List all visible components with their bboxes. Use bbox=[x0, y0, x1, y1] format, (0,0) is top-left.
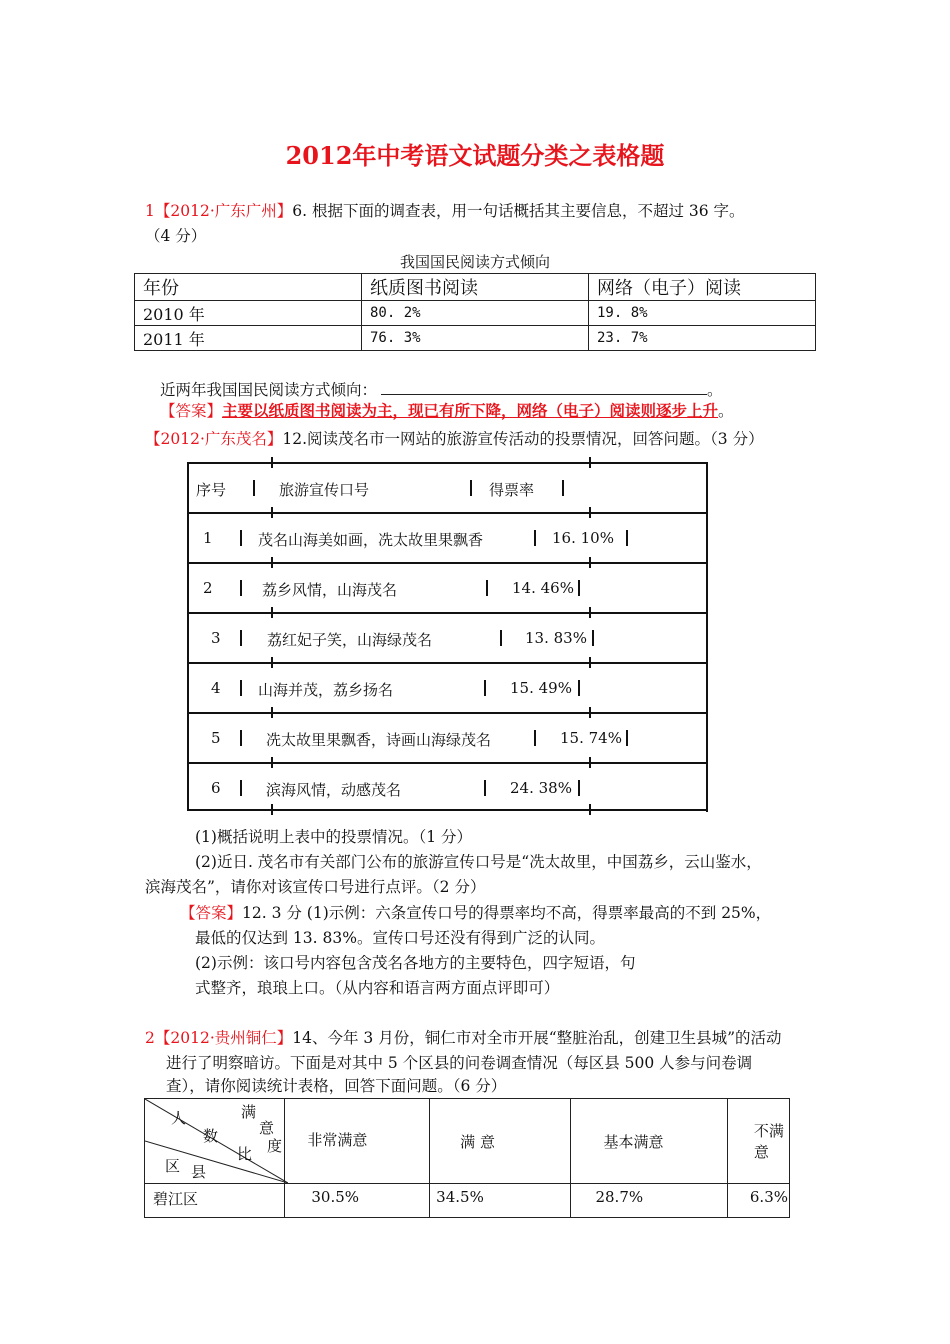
rule bbox=[187, 512, 708, 514]
vote-row-rate: 15. 74% bbox=[560, 729, 622, 747]
diagonal-header-cell bbox=[145, 1099, 285, 1184]
table-row bbox=[135, 326, 816, 351]
separator bbox=[534, 730, 536, 746]
cell-value: 6.3% bbox=[727, 1184, 789, 1218]
vote-row-no: 3 bbox=[211, 629, 221, 647]
cell-value: 28.7% bbox=[571, 1184, 727, 1218]
q1-prompt bbox=[160, 380, 723, 400]
separator bbox=[240, 630, 242, 646]
q2-answer-tag: 【答案】 bbox=[180, 904, 243, 922]
q3-stem-line3: 查），请你阅读统计表格，回答下面问题。（6 分） bbox=[166, 1077, 507, 1095]
header-basic-satisfied: 基本满意 bbox=[571, 1099, 727, 1184]
corner-char: 人 bbox=[171, 1109, 187, 1127]
rule bbox=[589, 607, 591, 618]
separator bbox=[486, 580, 488, 596]
rule bbox=[271, 557, 273, 568]
separator bbox=[240, 780, 242, 796]
rule bbox=[187, 809, 708, 811]
q1-number: 1 bbox=[145, 202, 155, 220]
q2-text: 12.阅读茂名市一网站的旅游宣传活动的投票情况，回答问题。（3 分） bbox=[282, 430, 764, 448]
separator bbox=[500, 630, 502, 646]
vote-row-slogan: 荔乡风情，山海茂名 bbox=[262, 581, 398, 599]
separator bbox=[578, 680, 580, 696]
rule bbox=[589, 707, 591, 718]
cell-paper: 80. 2% bbox=[362, 301, 589, 326]
table-header-row bbox=[135, 274, 816, 301]
q2-answer-line4: 式整齐，琅琅上口。（从内容和语言两方面点评即可） bbox=[195, 979, 560, 997]
vote-row-slogan: 山海并茂，荔乡扬名 bbox=[258, 681, 394, 699]
q3-text: 14、今年 3 月份，铜仁市对全市开展“整脏治乱，创建卫生县城”的活动 bbox=[292, 1029, 782, 1047]
corner-char: 县 bbox=[191, 1163, 207, 1181]
separator bbox=[578, 580, 580, 596]
vote-row-rate: 24. 38% bbox=[510, 779, 572, 797]
q1-answer-end: 。 bbox=[718, 402, 734, 420]
cell-value: 34.5% bbox=[430, 1184, 571, 1218]
vote-row-no: 6 bbox=[211, 779, 221, 797]
rule bbox=[589, 507, 591, 518]
q2-answer-line1 bbox=[180, 903, 771, 923]
vote-row-slogan: 冼太故里果飘香，诗画山海绿茂名 bbox=[266, 731, 492, 749]
q3-stem-line1 bbox=[145, 1028, 782, 1048]
vote-row-no: 1 bbox=[203, 529, 213, 547]
rule bbox=[271, 707, 273, 718]
vote-row-rate: 15. 49% bbox=[510, 679, 572, 697]
rule bbox=[187, 462, 189, 810]
q2-source: 【2012·广东茂名】 bbox=[145, 430, 283, 448]
q1-answer-text: 主要以纸质图书阅读为主，现已有所下降，网络（电子）阅读则逐步上升 bbox=[222, 401, 719, 420]
separator bbox=[240, 680, 242, 696]
header-satisfied: 满 意 bbox=[430, 1099, 571, 1184]
cell-network: 19. 8% bbox=[589, 301, 816, 326]
q1-prompt-end: 。 bbox=[707, 381, 723, 399]
header-network: 网络（电子）阅读 bbox=[589, 274, 816, 301]
vote-row-rate: 14. 46% bbox=[512, 579, 574, 597]
vote-header-slogan: 旅游宣传口号 bbox=[279, 481, 370, 499]
q2-answer-text: 12. 3 分 (1)示例：六条宣传口号的得票率均不高，得票率最高的不到 25%， bbox=[242, 904, 772, 922]
corner-char: 度 bbox=[267, 1137, 283, 1155]
rule bbox=[589, 757, 591, 768]
rule bbox=[187, 712, 708, 714]
q3-number: 2 bbox=[145, 1029, 155, 1047]
separator bbox=[626, 530, 628, 546]
survey-table bbox=[144, 1098, 790, 1218]
separator bbox=[253, 480, 255, 496]
header-very-satisfied: 非常满意 bbox=[285, 1099, 430, 1184]
corner-char: 区 bbox=[165, 1157, 181, 1175]
corner-char: 满 bbox=[241, 1103, 257, 1121]
cell-value: 30.5% bbox=[285, 1184, 430, 1218]
cell-paper: 76. 3% bbox=[362, 326, 589, 351]
rule bbox=[187, 612, 708, 614]
separator bbox=[240, 530, 242, 546]
separator bbox=[240, 730, 242, 746]
vote-header-rate: 得票率 bbox=[489, 481, 535, 499]
rule bbox=[271, 607, 273, 618]
table-row bbox=[135, 301, 816, 326]
header-year: 年份 bbox=[135, 274, 362, 301]
table-header-row bbox=[145, 1099, 790, 1184]
corner-char: 数 bbox=[203, 1127, 219, 1145]
vote-row-slogan: 滨海风情，动感茂名 bbox=[266, 781, 402, 799]
separator bbox=[626, 730, 628, 746]
q2-answer-line3: (2)示例：该口号内容包含茂名各地方的主要特色，四字短语，句 bbox=[195, 954, 636, 972]
cell-network: 23. 7% bbox=[589, 326, 816, 351]
rule bbox=[706, 462, 708, 812]
cell-year: 2010 年 bbox=[135, 301, 362, 326]
q3-stem-line2: 进行了明察暗访。下面是对其中 5 个区县的问卷调查情况（每区县 500 人参与问卷调 bbox=[166, 1054, 753, 1072]
rule bbox=[187, 462, 708, 464]
separator bbox=[534, 530, 536, 546]
rule bbox=[271, 757, 273, 768]
separator bbox=[562, 480, 564, 496]
separator bbox=[484, 780, 486, 796]
reading-table bbox=[134, 273, 816, 351]
q2-sub2-line1: (2)近日. 茂名市有关部门公布的旅游宣传口号是“冼太故里，中国荔乡，云山鉴水， bbox=[195, 853, 762, 871]
table-row bbox=[145, 1184, 790, 1218]
q2-stem bbox=[145, 429, 764, 449]
rule bbox=[271, 657, 273, 668]
vote-row-no: 4 bbox=[211, 679, 221, 697]
separator bbox=[578, 780, 580, 796]
rule bbox=[589, 457, 591, 468]
rule bbox=[589, 557, 591, 568]
rule bbox=[271, 457, 273, 468]
q2-sub2-line2: 滨海茂名”，请你对该宣传口号进行点评。（2 分） bbox=[145, 878, 486, 896]
vote-row-slogan: 茂名山海美如画，冼太故里果飘香 bbox=[258, 531, 484, 549]
vote-row-no: 2 bbox=[203, 579, 213, 597]
rule bbox=[271, 804, 273, 815]
answer-blank[interactable] bbox=[381, 380, 707, 395]
q1-score: （4 分） bbox=[145, 227, 207, 245]
q1-stem bbox=[145, 201, 745, 221]
vote-header-no: 序号 bbox=[196, 481, 227, 499]
q1-source: 【2012·广东广州】 bbox=[154, 202, 293, 220]
separator bbox=[484, 680, 486, 696]
rule bbox=[271, 507, 273, 518]
vote-row-rate: 13. 83% bbox=[525, 629, 587, 647]
cell-year: 2011 年 bbox=[135, 326, 362, 351]
q1-answer-tag: 【答案】 bbox=[160, 402, 223, 420]
separator bbox=[470, 480, 472, 496]
vote-row-slogan: 荔红妃子笑，山海绿茂名 bbox=[267, 631, 433, 649]
rule bbox=[187, 562, 708, 564]
cell-district: 碧江区 bbox=[145, 1184, 285, 1218]
q3-source: 【2012·贵州铜仁】 bbox=[154, 1029, 293, 1047]
rule bbox=[187, 662, 708, 664]
separator bbox=[240, 580, 242, 596]
separator bbox=[592, 630, 594, 646]
q2-sub1: (1)概括说明上表中的投票情况。（1 分） bbox=[195, 828, 472, 846]
header-paper: 纸质图书阅读 bbox=[362, 274, 589, 301]
q1-prompt-text: 近两年我国国民阅读方式倾向： bbox=[160, 381, 378, 399]
corner-char: 比 bbox=[237, 1145, 253, 1163]
rule bbox=[187, 762, 708, 764]
q1-text: 6. 根据下面的调查表，用一句话概括其主要信息，不超过 36 字。 bbox=[292, 202, 745, 220]
q1-answer bbox=[160, 401, 734, 421]
rule bbox=[589, 657, 591, 668]
q2-answer-line2: 最低的仅达到 13. 83%。宣传口号还没有得到广泛的认同。 bbox=[195, 929, 605, 947]
header-unsatisfied: 不满意 bbox=[727, 1099, 789, 1184]
vote-row-no: 5 bbox=[211, 729, 221, 747]
page-title: 2012年中考语文试题分类之表格题 bbox=[285, 141, 665, 170]
rule bbox=[589, 804, 591, 815]
q1-table-caption: 我国国民阅读方式倾向 bbox=[399, 253, 550, 271]
vote-row-rate: 16. 10% bbox=[552, 529, 614, 547]
corner-char: 意 bbox=[259, 1119, 275, 1137]
